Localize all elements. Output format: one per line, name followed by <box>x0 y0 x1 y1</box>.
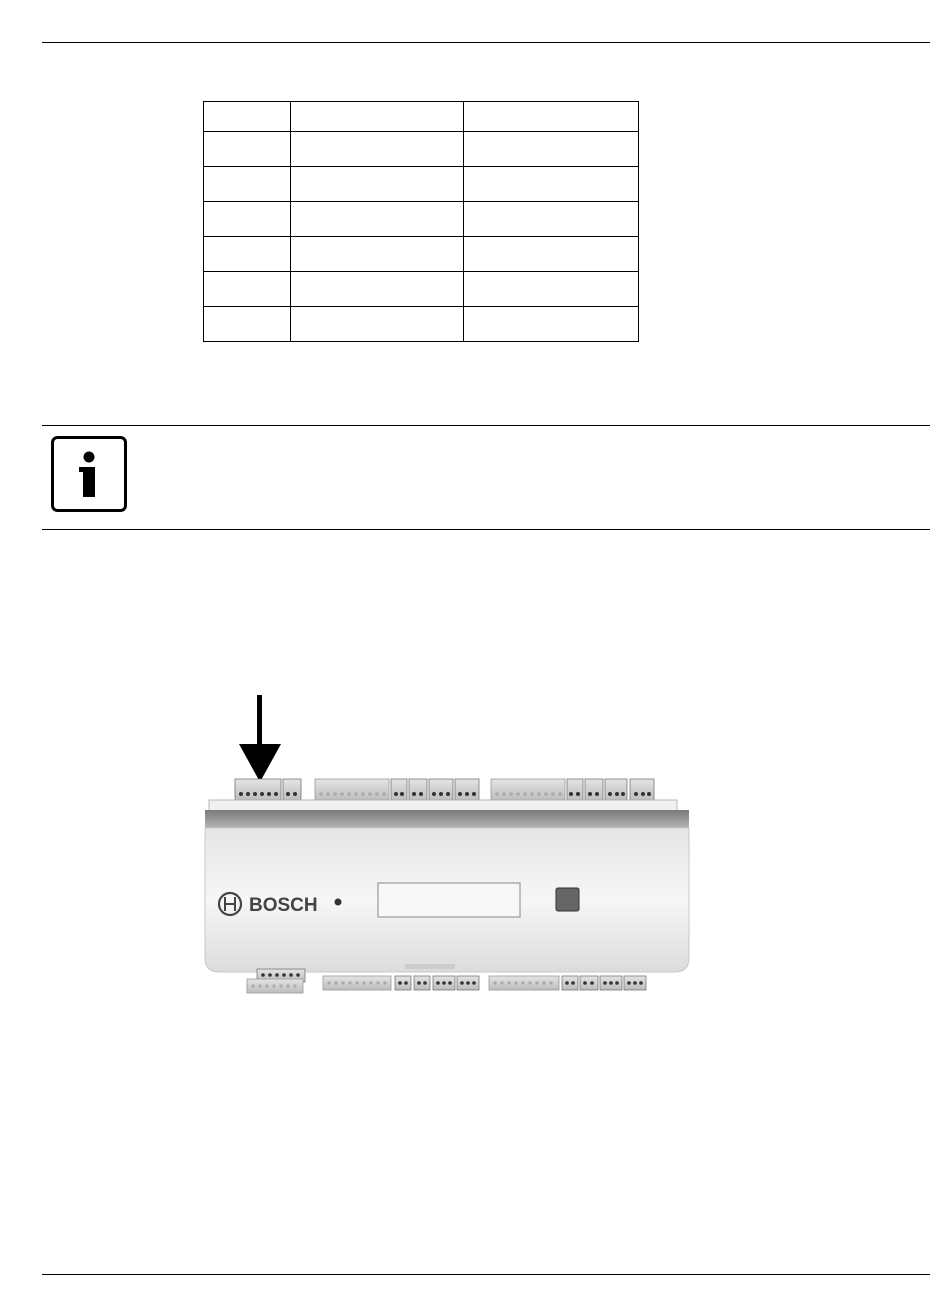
table-cell <box>464 132 639 167</box>
info-notice <box>42 425 930 530</box>
terminal-table-body <box>204 102 639 342</box>
table-cell <box>464 202 639 237</box>
table-cell <box>290 167 464 202</box>
table-cell <box>464 167 639 202</box>
table-row <box>204 237 639 272</box>
table-cell <box>290 202 464 237</box>
status-led <box>335 899 342 906</box>
bottom-terminal-blocks <box>247 969 646 993</box>
terminal-table <box>203 101 639 342</box>
table-cell <box>204 102 291 132</box>
header-rule <box>42 42 930 43</box>
table-row <box>204 202 639 237</box>
footer-rule <box>42 1274 930 1275</box>
table-row <box>204 167 639 202</box>
reset-button <box>556 888 579 911</box>
table-row <box>204 102 639 132</box>
table-cell <box>204 237 291 272</box>
table-row <box>204 272 639 307</box>
table-cell <box>464 272 639 307</box>
arrow-down-icon <box>239 695 281 782</box>
table-cell <box>204 167 291 202</box>
display-window <box>378 883 520 917</box>
table-row <box>204 132 639 167</box>
table-row <box>204 307 639 342</box>
table-cell <box>290 307 464 342</box>
table-cell <box>204 202 291 237</box>
brand-label: BOSCH <box>249 895 318 916</box>
table-cell <box>290 102 464 132</box>
top-terminal-blocks <box>235 779 654 801</box>
table-cell <box>204 272 291 307</box>
table-cell <box>464 237 639 272</box>
table-cell <box>464 102 639 132</box>
table-cell <box>204 307 291 342</box>
table-cell <box>204 132 291 167</box>
info-icon <box>51 436 127 517</box>
device-figure <box>195 688 725 1003</box>
table-cell <box>464 307 639 342</box>
table-cell <box>290 132 464 167</box>
table-cell <box>290 237 464 272</box>
table-cell <box>290 272 464 307</box>
